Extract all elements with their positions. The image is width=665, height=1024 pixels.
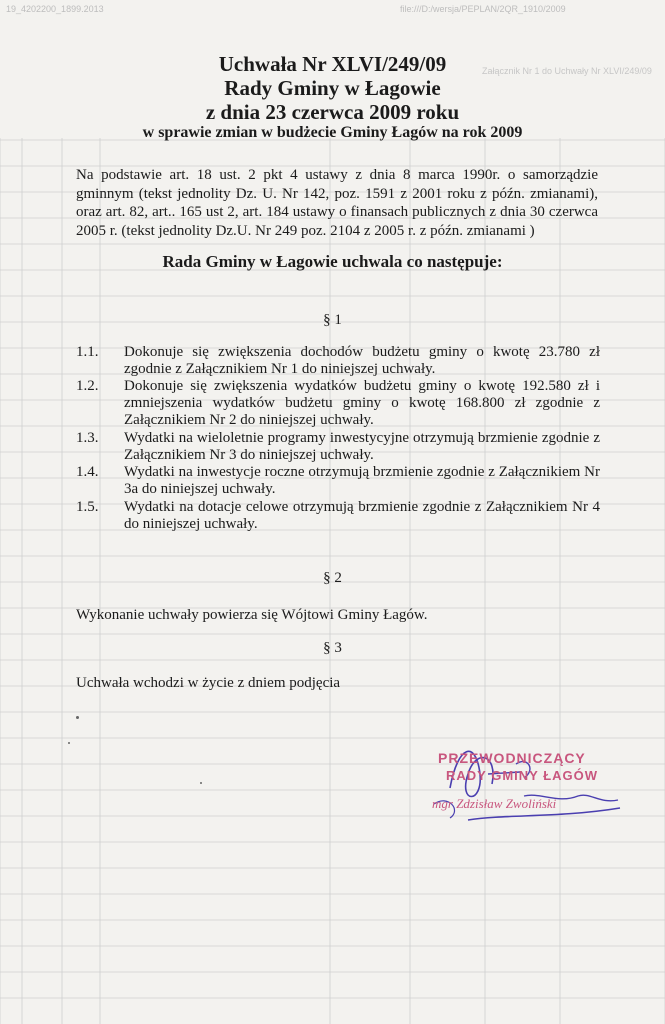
- bleed-through-note: Załącznik Nr 1 do Uchwały Nr XLVI/249/09: [482, 66, 652, 76]
- section-1-heading: § 1: [323, 312, 342, 328]
- item-number: 1.3.: [76, 430, 99, 446]
- resolution-number: Uchwała Nr XLVI/249/09: [218, 52, 447, 76]
- section-3-heading: § 3: [323, 640, 342, 656]
- section-2-heading: § 2: [323, 570, 342, 586]
- item-text: Wydatki na dotacje celowe otrzymują brzmienie zgodnie z Załącznikiem Nr 4 do niniejszej uchwały.: [124, 499, 600, 532]
- item-text: Dokonuje się zwiększenia wydatków budżetu gminy o kwotę 192.580 zł i zmniejszenia wydatków budżetu gminy o kwotę 168.800 zł zgodnie z Załącznikiem Nr 2 do niniejszej uchwały.: [124, 378, 600, 428]
- stamp-name: mgr Zdzisław Zwoliński: [432, 796, 557, 811]
- item-text: Wydatki na wieloletnie programy inwestycyjne otrzymują brzmienie zgodnie z Załącznikiem Nr 3 do niniejszej uchwały.: [124, 430, 600, 463]
- scan-speck: [68, 742, 70, 744]
- item-text: Wydatki na inwestycje roczne otrzymują brzmienie zgodnie z Załącznikiem Nr 3a do niniejszej uchwały.: [124, 464, 600, 497]
- item-number: 1.5.: [76, 499, 99, 515]
- section-2-text: Wykonanie uchwały powierza się Wójtowi Gminy Łagów.: [76, 607, 428, 623]
- item-number: 1.4.: [76, 464, 99, 480]
- resolution-subject: w sprawie zmian w budżecie Gminy Łagów na rok 2009: [142, 124, 523, 141]
- scan-speck: [200, 782, 202, 784]
- resolution-date: z dnia 23 czerwca 2009 roku: [205, 100, 460, 124]
- legal-basis: Na podstawie art. 18 ust. 2 pkt 4 ustawy z dnia 8 marca 1990r. o samorządzie gminnym (tekst jednolity Dz. U. Nr 142, poz. 1591 z 2001 roku z późn. zmianami), oraz art. 82, art.. 165 ust 2, art. 184 ustawy o finansach publicznych z dnia 30 czerwca 2005 r. (tekst jednolity Dz.U. Nr 249 poz. 2104 z 2005 r. z późn. zmianami ): [76, 167, 598, 239]
- resolves-heading: Rada Gminy w Łagowie uchwala co następuje:: [162, 252, 503, 271]
- scan-header: [0, 0, 665, 22]
- item-number: 1.1.: [76, 344, 99, 360]
- scan-header-left: 19_4202200_1899.2013: [6, 4, 104, 14]
- section-3-text: Uchwała wchodzi w życie z dniem podjęcia: [76, 675, 341, 691]
- council-name: Rady Gminy w Łagowie: [224, 76, 441, 100]
- scan-speck: [76, 716, 79, 719]
- scan-header-right: file:///D:/wersja/PEPLAN/2QR_1910/2009: [400, 4, 566, 14]
- item-number: 1.2.: [76, 378, 99, 394]
- item-text: Dokonuje się zwiększenia dochodów budżetu gminy o kwotę 23.780 zł zgodnie z Załącznikiem Nr 1 do niniejszej uchwały.: [124, 344, 600, 377]
- stamp-title: PRZEWODNICZĄCY: [438, 750, 586, 766]
- official-stamp: [428, 734, 628, 844]
- stamp-council: RADY GMINY ŁAGÓW: [446, 768, 599, 783]
